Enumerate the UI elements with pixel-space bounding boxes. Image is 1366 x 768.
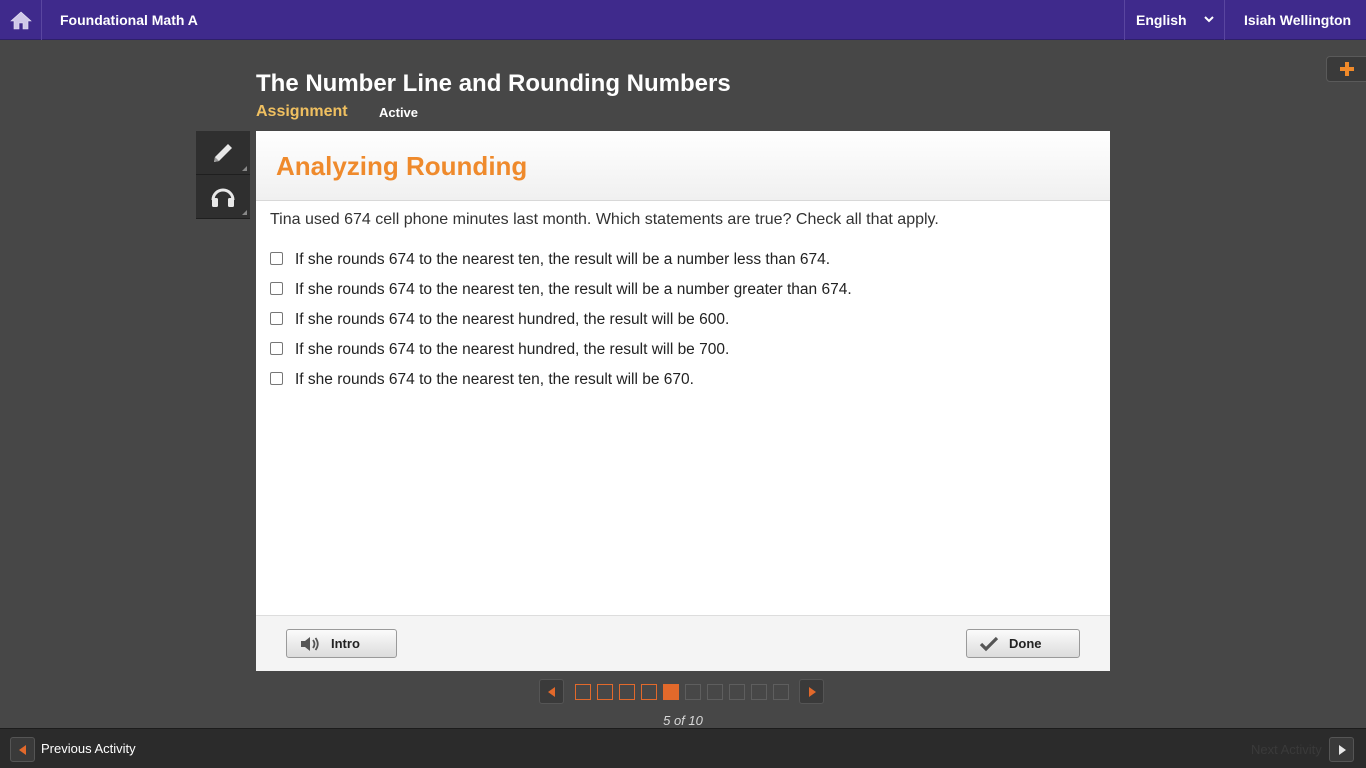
caret-left-icon	[19, 745, 27, 755]
activity-title: Analyzing Rounding	[276, 151, 528, 181]
intro-label: Intro	[331, 636, 360, 651]
page-count: 5 of 10	[663, 713, 703, 728]
answer-option[interactable]	[270, 305, 852, 335]
tool-corner-marker	[242, 166, 247, 171]
answer-checkbox[interactable]	[270, 372, 283, 385]
speaker-icon	[299, 635, 321, 653]
page-square[interactable]	[707, 684, 723, 700]
page-square[interactable]	[619, 684, 635, 700]
chevron-down-icon	[1204, 14, 1214, 24]
plus-icon	[1339, 61, 1355, 77]
answer-checkbox[interactable]	[270, 282, 283, 295]
done-button[interactable]	[966, 629, 1080, 658]
lesson-type: Assignment	[256, 103, 348, 120]
page-squares	[574, 684, 789, 700]
page-square[interactable]	[685, 684, 701, 700]
page-square[interactable]	[575, 684, 591, 700]
previous-activity-label[interactable]: Previous Activity	[41, 741, 136, 756]
caret-right-icon	[808, 687, 816, 697]
answer-checkbox[interactable]	[270, 342, 283, 355]
page-next-button[interactable]	[799, 679, 824, 704]
tool-panel	[196, 131, 250, 219]
top-bar	[0, 0, 1366, 40]
headphones-icon	[209, 184, 237, 210]
page-square-current[interactable]	[663, 684, 679, 700]
course-title: Foundational Math A	[60, 12, 198, 28]
language-select[interactable]	[1124, 0, 1225, 40]
answer-option[interactable]	[270, 275, 852, 305]
answer-option[interactable]	[270, 335, 852, 365]
answer-label: If she rounds 674 to the nearest ten, the result will be 670.	[295, 371, 694, 388]
page-square[interactable]	[751, 684, 767, 700]
page-square[interactable]	[641, 684, 657, 700]
caret-left-icon	[548, 687, 556, 697]
answer-options	[270, 245, 852, 395]
bottom-bar	[0, 728, 1366, 768]
pencil-icon	[210, 140, 236, 166]
intro-button[interactable]	[286, 629, 397, 658]
answer-label: If she rounds 674 to the nearest ten, the result will be a number greater than 674.	[295, 281, 852, 298]
user-name[interactable]: Isiah Wellington	[1244, 12, 1352, 28]
answer-option[interactable]	[270, 245, 852, 275]
done-label: Done	[1009, 636, 1042, 651]
lesson-title: The Number Line and Rounding Numbers	[256, 70, 731, 97]
audio-tool-button[interactable]	[196, 175, 250, 219]
pencil-tool-button[interactable]	[196, 131, 250, 175]
page-square[interactable]	[597, 684, 613, 700]
expand-button[interactable]	[1326, 56, 1366, 82]
home-icon	[10, 10, 32, 30]
answer-label: If she rounds 674 to the nearest ten, the result will be a number less than 674.	[295, 251, 831, 268]
answer-checkbox[interactable]	[270, 312, 283, 325]
page-prev-button[interactable]	[539, 679, 564, 704]
activity-footer	[256, 615, 1110, 671]
question-text: Tina used 674 cell phone minutes last month. Which statements are true? Check all that apply.	[270, 211, 939, 228]
answer-label: If she rounds 674 to the nearest hundred, the result will be 600.	[295, 311, 730, 328]
next-activity-button[interactable]	[1329, 737, 1354, 762]
home-button[interactable]	[0, 0, 42, 40]
page-navigator	[539, 679, 824, 704]
check-icon	[979, 636, 999, 652]
tool-corner-marker	[242, 210, 247, 215]
answer-option[interactable]	[270, 365, 852, 395]
previous-activity-button[interactable]	[10, 737, 35, 762]
answer-label: If she rounds 674 to the nearest hundred, the result will be 700.	[295, 341, 730, 358]
status-badge: Active	[379, 105, 419, 120]
activity-header	[256, 131, 1110, 201]
page-square[interactable]	[729, 684, 745, 700]
next-activity-label: Next Activity	[1251, 742, 1322, 757]
caret-right-icon	[1338, 745, 1346, 755]
activity-card	[256, 131, 1110, 671]
page-square[interactable]	[773, 684, 789, 700]
language-label: English	[1136, 12, 1187, 28]
answer-checkbox[interactable]	[270, 252, 283, 265]
